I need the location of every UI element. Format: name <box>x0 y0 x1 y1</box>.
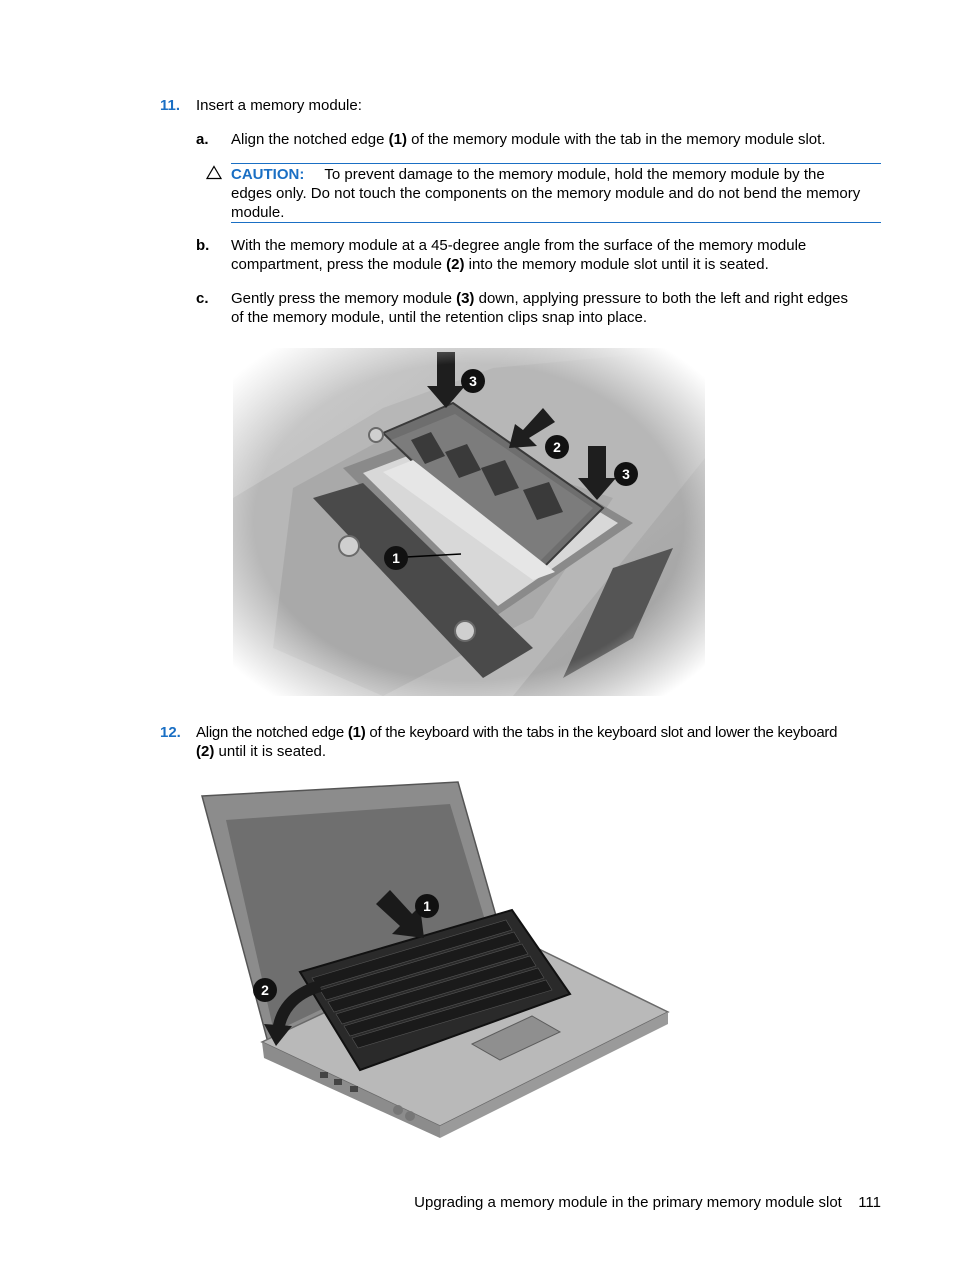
text-run: of the memory module with the tab in the memory module slot. <box>406 131 826 148</box>
callout-ref: (1) <box>347 724 366 741</box>
step-11 <box>160 96 180 115</box>
memory-module-figure <box>233 348 705 696</box>
step-11-text: Insert a memory module: <box>196 97 362 114</box>
substep-letter-b: b. <box>196 237 210 254</box>
text-run: until it is seated. <box>214 743 327 760</box>
keyboard-install-figure <box>200 780 672 1140</box>
caution-text-line3: module. <box>231 204 285 221</box>
substep-b-line2 <box>231 255 769 274</box>
text-run: Gently press the memory module <box>231 290 457 307</box>
callout-3-label: 3 <box>622 466 630 482</box>
text-run: into the memory module slot until it is seated. <box>464 256 769 273</box>
callout-2-label: 2 <box>553 439 561 455</box>
substep-a-text <box>231 130 826 149</box>
callout-ref: (2) <box>446 256 465 273</box>
text-run: of the keyboard with the tabs in the keyboard slot and lower the keyboard <box>365 724 838 741</box>
caution-text-line2: edges only. Do not touch the components on the memory module and do not bend the memory <box>231 185 861 202</box>
caution-box <box>231 163 881 223</box>
callout-ref: (1) <box>388 131 407 148</box>
callout-2-label: 2 <box>261 982 269 998</box>
substep-b-line1: With the memory module at a 45-degree angle from the surface of the memory module <box>231 237 807 254</box>
callout-1-label: 1 <box>392 550 400 566</box>
substep-letter-c: c. <box>196 290 209 307</box>
caution-label: CAUTION: <box>231 166 305 183</box>
step-number: 11. <box>160 97 181 114</box>
callout-1-icon <box>414 893 440 923</box>
substep-c-line1 <box>231 289 848 308</box>
substep-c-line2: of the memory module, until the retention clips snap into place. <box>231 309 648 326</box>
text-run: compartment, press the module <box>231 256 447 273</box>
warning-triangle-icon <box>206 165 222 184</box>
text-run: Align the notched edge <box>196 724 348 741</box>
callout-1-label: 1 <box>423 898 431 914</box>
page-number: 111 <box>858 1194 881 1211</box>
callout-1-icon <box>383 545 409 575</box>
callout-ref: (2) <box>196 743 215 760</box>
callout-2-icon <box>252 977 278 1007</box>
caution-text-line1: To prevent damage to the memory module, hold the memory module by the <box>324 166 825 183</box>
callout-ref: (3) <box>456 290 475 307</box>
substep-letter-a: a. <box>196 131 209 148</box>
footer-section-title: Upgrading a memory module in the primary memory module slot <box>414 1194 842 1211</box>
callout-3-icon <box>460 368 486 398</box>
callout-3-label: 3 <box>469 373 477 389</box>
text-run: down, applying pressure to both the left and right edges <box>474 290 849 307</box>
step-12-line1 <box>196 723 837 742</box>
step-12-line2 <box>196 742 326 761</box>
callout-2-icon <box>544 434 570 464</box>
step-number: 12. <box>160 724 181 741</box>
callout-3-icon <box>613 461 639 491</box>
step-12 <box>160 723 181 742</box>
page-footer <box>414 1193 881 1212</box>
text-run: Align the notched edge <box>231 131 389 148</box>
